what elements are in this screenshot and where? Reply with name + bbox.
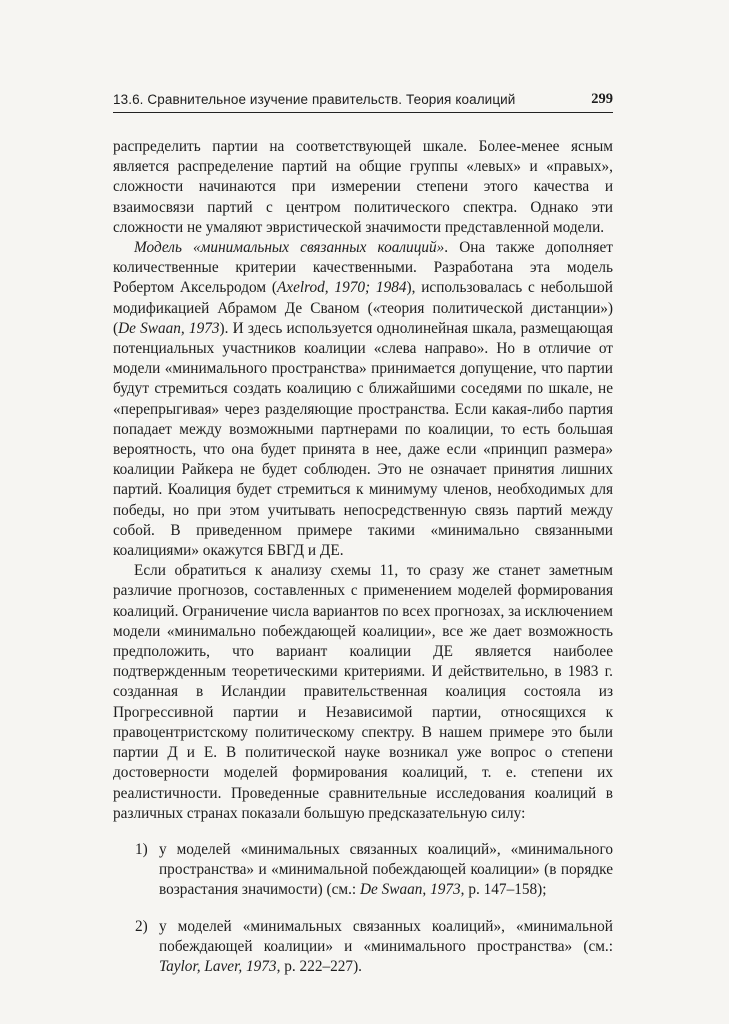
paragraph-1: распределить партии на соответствующей шкале. Более-менее ясным является распределение партий на общие группы «левых» и «правых», сложности начинаются при измерении степени этого качества и взаимосвязи партий с центром политического спектра. Однако эти сложности не умаляют эвристической значимости представленной модели. (113, 138, 613, 236)
paragraph-3: Если обратиться к анализу схемы 11, то сразу же станет заметным различие прогнозов, составленных с применением моделей формирования коалиций. Ограничение числа вариантов по всех прогнозах, за исключением модели «минимально побеждающей коалиции», все же дает возможность предположить, что вариант коалиции ДЕ является наиболее подтвержденным теоретическими критериями. И действительно, в 1983 г. созданная в Исландии правительственная коалиция состояла из Прогрессивной партии и Независимой партии, относящихся к правоцентристскому политическому спектру. В нашем примере это были партии Д и Е. В политической науке возникал уже вопрос о степени достоверности моделей формирования коалиций, т. е. степени их реалистичности. Проведенные сравнительные исследования коалиций в различных странах показали большую предсказательную силу: (113, 562, 613, 822)
list-item (113, 917, 613, 978)
running-header (113, 92, 613, 113)
page-number: 299 (591, 91, 613, 107)
reference-axelrod: Axelrod, 1970; 1984 (276, 279, 407, 297)
list-item-text-a: у моделей «минимальных связанных коалиций», «минимальной побеждающей коалиции» и «минимального пространства» (см.: (159, 917, 613, 955)
paragraph-2-text-c: ). И здесь используется однолинейная шкала, размещающая потенциальных участников коалиции «слева направо». Но в отличие от модели «минимального пространства» принимается допущение, что партии будут стремиться создать коалицию с ближайшими соседями по шкале, не «перепрыгивая» через разделяющие пространства. Если какая-либо партия попадает между возможными партнерами по коалиции, то есть большая вероятность, что она будет принята в нее, даже если «принцип размера» коалиции Райкера не будет соблюден. Это не означает принятия лишних партий. Коалиция будет стремиться к минимуму членов, необходимых для победы, но при этом учитывать непосредственную связь партий между собой. В приведенном примере такими «минимально связанными коалициями» окажутся БВГД и ДЕ. (113, 319, 613, 560)
paragraph-2-text-a: . Она также дополняет количественные критерии качественными. Разработана эта модель Робертом Аксельродом ( (113, 239, 613, 297)
reference-de-swaan: De Swaan, 1973 (118, 319, 220, 337)
body-text (113, 137, 613, 993)
paragraph-2 (113, 238, 613, 561)
model-title: Модель «минимальных связанных коалиций» (134, 239, 445, 257)
list-item (113, 840, 613, 901)
paragraph-2-text-b: ), использовалась с небольшой модификацией Абрамом Де Сваном («теория политической дистанции») ( (113, 279, 613, 337)
list-number: 1) (135, 840, 148, 858)
list-reference: De Swaan, 1973 (359, 881, 461, 899)
list-number: 2) (135, 917, 148, 935)
running-title: 13.6. Сравнительное изучение правительств. Теория коалиций (113, 92, 516, 107)
list-item-text-b: , p. 222–227). (276, 957, 362, 975)
numbered-list (113, 840, 613, 977)
list-item-text-a: у моделей «минимальных связанных коалиций», «минимального пространства» и «минимальной побеждающей коалиции» (в порядке возрастания значимости) (см.: (159, 840, 613, 899)
list-item-text-b: , p. 147–158); (460, 881, 547, 899)
list-reference: Taylor, Laver, 1973 (159, 957, 277, 975)
